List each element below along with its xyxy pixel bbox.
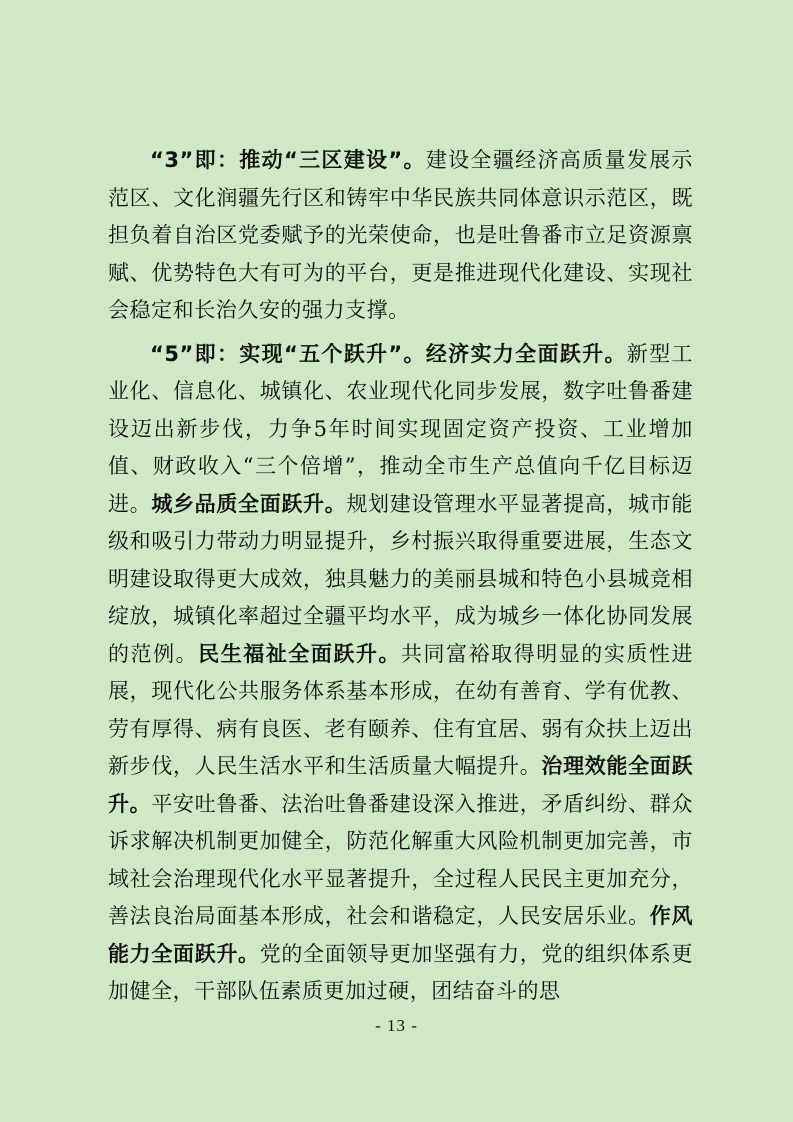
paragraph-text: 共同富裕取得明显的实质性进展，现代化公共服务体系基本形成，在幼有善育、学有优教、劳有厚得、病有良医、老有颐养、住有宜居、弱有众扶上迈出新步伐，人民生活水平和生活质量大幅提升。 — [108, 641, 693, 778]
subheading-urban-rural: 城乡品质全面跃升。 — [151, 491, 347, 516]
subheading-economy: 经济实力全面跃升。 — [425, 341, 627, 366]
paragraph-text: 新型工业化、信息化、城镇化、农业现代化同步发展，数字吐鲁番建设迈出新步伐，力争5年时间实现固定资产投资、工业增加值、财政收入“三个倍增”，推动全市生产总值向千亿目标迈进。 — [108, 341, 693, 516]
paragraph-text: 规划建设管理水平显著提高，城市能级和吸引力带动力明显提升，乡村振兴取得重要进展，生态文明建设取得更大成效，独具魅力的美丽县城和特色小县城竞相绽放，城镇化率超过全疆平均水平，成为城乡一体化协同发展的范例。 — [108, 491, 693, 666]
heading-three-zones: “3”即：推动“三区建设”。 — [150, 148, 426, 172]
page-number: - 13 - — [375, 1016, 418, 1035]
heading-five-leaps: “5”即：实现“五个跃升”。 — [150, 341, 426, 366]
paragraph-text: 建设全疆经济高质量发展示范区、文化润疆先行区和铸牢中华民族共同体意识示范区，既担负着自治区党委赋予的光荣使命，也是吐鲁番市立足资源禀赋、优势特色大有可为的平台，更是推进现代化建设、实现社会稳定和长治久安的强力支撑。 — [108, 148, 693, 322]
paragraph-three-zones — [108, 142, 693, 330]
paragraph-five-leaps — [108, 336, 693, 1011]
paragraph-text: 平安吐鲁番、法治吐鲁番建设深入推进，矛盾纠纷、群众诉求解决机制更加健全，防范化解重大风险机制更加完善，市域社会治理现代化水平显著提升，全过程人民民主更加充分，善法良治局面基本形成，社会和谐稳定，人民安居乐业。 — [108, 791, 693, 928]
document-body — [108, 142, 693, 1017]
subheading-governance: 治理效能全面跃升。 — [108, 754, 693, 816]
paragraph-text: 党的全面领导更加坚强有力，党的组织体系更加健全，干部队伍素质更加过硬，团结奋斗的思 — [108, 941, 693, 1003]
subheading-work-style: 作风能力全面跃升。 — [108, 904, 694, 966]
subheading-livelihood: 民生福祉全面跃升。 — [198, 641, 401, 666]
